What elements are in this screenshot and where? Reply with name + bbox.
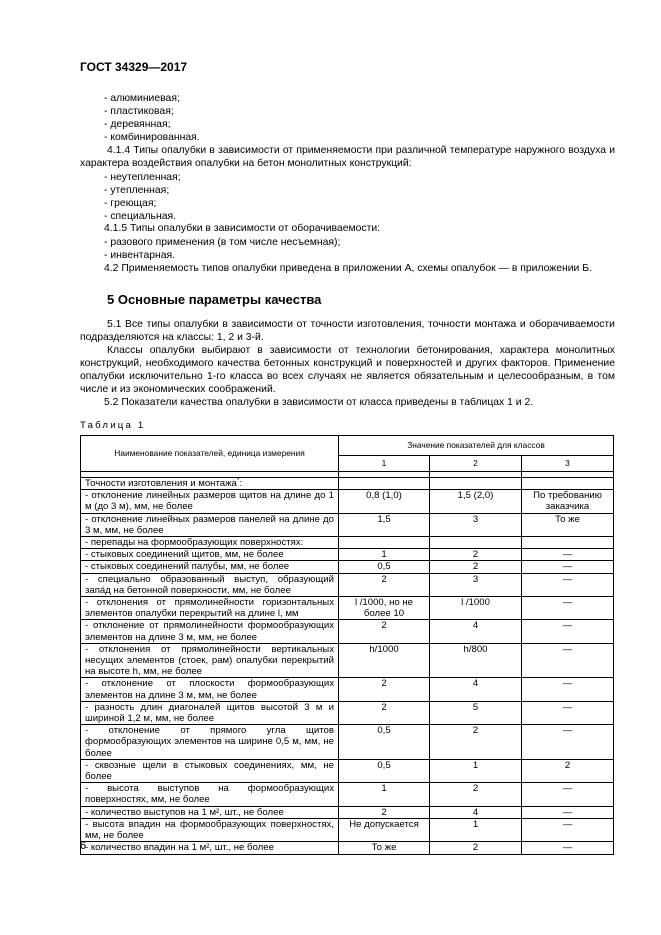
list-item: - комбинированная.	[104, 132, 200, 143]
class-1-value: 0,5	[339, 759, 430, 782]
class-2-value: 5	[430, 701, 522, 724]
paragraph-classes: Классы опалубки выбирают в зависимости от технологии бетонирования, характера монолитных конструкций, необходимого качества бетонных конструкций и поверхностей и других факторов. Применение опалубки исключительно 1-го класса во всех случаях не является обязательным и целесообразным, в том числе и из экономических соображений.	[80, 345, 615, 396]
class-3-value: —	[522, 573, 614, 596]
row-name-cell: - отклонения от прямолинейности горизонтальных элементов опалубки перекрытий на длине l, мм	[81, 597, 339, 620]
table-row	[81, 597, 614, 620]
class-2-value	[430, 537, 522, 549]
row-name-cell: - перепады на формообразующих поверхностях:	[81, 537, 339, 549]
row-name-cell: - количество выступов на 1 м², шт., не более	[81, 806, 339, 818]
row-name-cell: - высота впадин на формообразующих поверхностях, мм, не более	[81, 818, 339, 841]
class-2-value: 1	[430, 759, 522, 782]
class-2-value: 3	[430, 513, 522, 536]
list-item: - алюминиевая;	[104, 93, 180, 104]
row-intro	[81, 478, 339, 490]
class-3-value: —	[522, 561, 614, 573]
list-item: - утепленная;	[104, 185, 170, 196]
class-header: 1	[339, 456, 430, 472]
class-3-value: —	[522, 818, 614, 841]
class-2-value: 2	[430, 549, 522, 561]
table-row	[81, 806, 614, 818]
class-1-value: Не допускается	[339, 818, 430, 841]
column-header-name: Наименование показателей, единица измерения	[81, 436, 339, 472]
class-2-value: 4	[430, 678, 522, 701]
table-row	[81, 783, 614, 806]
footnote-mark: *	[236, 476, 240, 484]
list-item: - деревянная;	[104, 119, 171, 130]
class-3-value: По требованию заказчика	[522, 490, 614, 513]
paragraph-5-1: 5.1 Все типы опалубки в зависимости от точности изготовления, точности монтажа и оборачиваемости подразделяются на классы: 1, 2 и 3-й.	[80, 319, 615, 344]
table-row	[81, 643, 614, 678]
table-row	[81, 490, 614, 513]
column-group-header: Значение показателей для классов	[339, 436, 614, 456]
class-1-value: 1	[339, 549, 430, 561]
class-2-value: 3	[430, 573, 522, 596]
list-item: - инвентарная.	[104, 250, 176, 261]
table-row	[81, 478, 614, 490]
intro-text: Точности изготовления и монтажа	[85, 478, 237, 489]
row-name-cell: - сквозные щели в стыковых соединениях, мм, не более	[81, 759, 339, 782]
class-3-value: —	[522, 597, 614, 620]
class-3-value: —	[522, 725, 614, 760]
paragraph-4-2: 4.2 Применяемость типов опалубки приведена в приложении А, схемы опалубок — в приложении Б.	[104, 263, 592, 274]
row-name-cell: - специально образованный выступ, образующий запáд на бетонной поверхности, мм, не более	[81, 573, 339, 596]
row-name-cell: - отклонение от прямого угла щитов формообразующих элементов на ширине 0,5 м, мм, не более	[81, 725, 339, 760]
paragraph-4-1-4: 4.1.4 Типы опалубки в зависимости от применяемости при различной температуре наружного воздуха и характера воздействия опалубки на бетон монолитных конструкций:	[80, 145, 615, 170]
class-2-value: 2	[430, 561, 522, 573]
class-2-value: 4	[430, 806, 522, 818]
class-3-value: —	[522, 643, 614, 678]
class-2-value: 4	[430, 620, 522, 643]
list-item: - специальная.	[104, 211, 176, 222]
class-1-value: 2	[339, 573, 430, 596]
list-item: - пластиковая;	[104, 106, 174, 117]
class-1-value: 2	[339, 806, 430, 818]
class-1-value	[339, 537, 430, 549]
row-name-cell: - стыковых соединений палубы, мм, не более	[81, 561, 339, 573]
class-1-value: h/1000	[339, 643, 430, 678]
class-3-value	[522, 537, 614, 549]
class-1-value: 2	[339, 620, 430, 643]
class-1-value: 0,8 (1,0)	[339, 490, 430, 513]
paragraph-5-2: 5.2 Показатели качества опалубки в зависимости от класса приведены в таблицах 1 и 2.	[104, 397, 534, 408]
table-caption: Таблица 1	[80, 420, 146, 431]
table-row	[81, 573, 614, 596]
class-3-value: —	[522, 842, 614, 854]
class-1-value: l /1000, но не более 10	[339, 597, 430, 620]
class-header: 2	[430, 456, 522, 472]
row-name-cell: - отклонение линейных размеров панелей на длине до 3 м, мм, не более	[81, 513, 339, 536]
row-name-cell: - отклонение линейных размеров щитов на длине до 1 м (до 3 м), мм, не более	[81, 490, 339, 513]
row-name-cell: - отклонение от прямолинейности формообразующих элементов на длине 3 м, мм, не более	[81, 620, 339, 643]
list-item: - разового применения (в том числе несъемная);	[104, 237, 341, 248]
class-3-value: —	[522, 783, 614, 806]
class-2-value: 2	[430, 725, 522, 760]
list-item: - неутепленная;	[104, 172, 181, 183]
class-1-value: 1	[339, 783, 430, 806]
row-name-cell: - количество впадин на 1 м², шт., не более	[81, 842, 339, 854]
row-name-cell: - разность длин диагоналей щитов высотой 3 м и шириной 1,2 м, мм, не более	[81, 701, 339, 724]
table-row	[81, 759, 614, 782]
table-row	[81, 701, 614, 724]
class-3-value: —	[522, 806, 614, 818]
table-row	[81, 537, 614, 549]
class-1-value: 2	[339, 678, 430, 701]
class-3-value: —	[522, 549, 614, 561]
class-2-value: l /1000	[430, 597, 522, 620]
class-1-value: 1,5	[339, 513, 430, 536]
class-3-value: 2	[522, 759, 614, 782]
class-2-value: 1,5 (2,0)	[430, 490, 522, 513]
class-2-value: h/800	[430, 643, 522, 678]
table-row	[81, 678, 614, 701]
quality-table	[80, 435, 614, 855]
table-row	[81, 549, 614, 561]
table-row	[81, 561, 614, 573]
row-name-cell: - отклонения от прямолинейности вертикальных несущих элементов (стоек, рам) опалубки перекрытий на высоте h, мм, не более	[81, 643, 339, 678]
row-name-cell: - отклонение от плоскости формообразующих элементов на длине 3 м, мм, не более	[81, 678, 339, 701]
class-1-value: То же	[339, 842, 430, 854]
document-code: ГОСТ 34329—2017	[80, 60, 188, 74]
class-1-value: 0,5	[339, 725, 430, 760]
class-3-value: —	[522, 678, 614, 701]
paragraph-4-1-5: 4.1.5 Типы опалубки в зависимости от оборачиваемости:	[104, 223, 381, 234]
section-heading: 5 Основные параметры качества	[107, 292, 322, 307]
row-name-cell: - стыковых соединений щитов, мм, не более	[81, 549, 339, 561]
class-3-value: То же	[522, 513, 614, 536]
list-item: - греющая;	[104, 198, 157, 209]
table-row	[81, 513, 614, 536]
row-name-cell: - высота выступов на формообразующих поверхностях, мм, не более	[81, 783, 339, 806]
class-header: 3	[522, 456, 614, 472]
intro-colon: :	[239, 478, 243, 489]
class-1-value: 0,5	[339, 561, 430, 573]
class-2-value: 2	[430, 783, 522, 806]
table-row	[81, 620, 614, 643]
class-1-value: 2	[339, 701, 430, 724]
class-3-value: —	[522, 620, 614, 643]
class-2-value: 1	[430, 818, 522, 841]
table-row	[81, 818, 614, 841]
page-number: 6	[80, 840, 87, 852]
table-row	[81, 725, 614, 760]
table-row	[81, 842, 614, 854]
class-3-value: —	[522, 701, 614, 724]
class-2-value: 2	[430, 842, 522, 854]
